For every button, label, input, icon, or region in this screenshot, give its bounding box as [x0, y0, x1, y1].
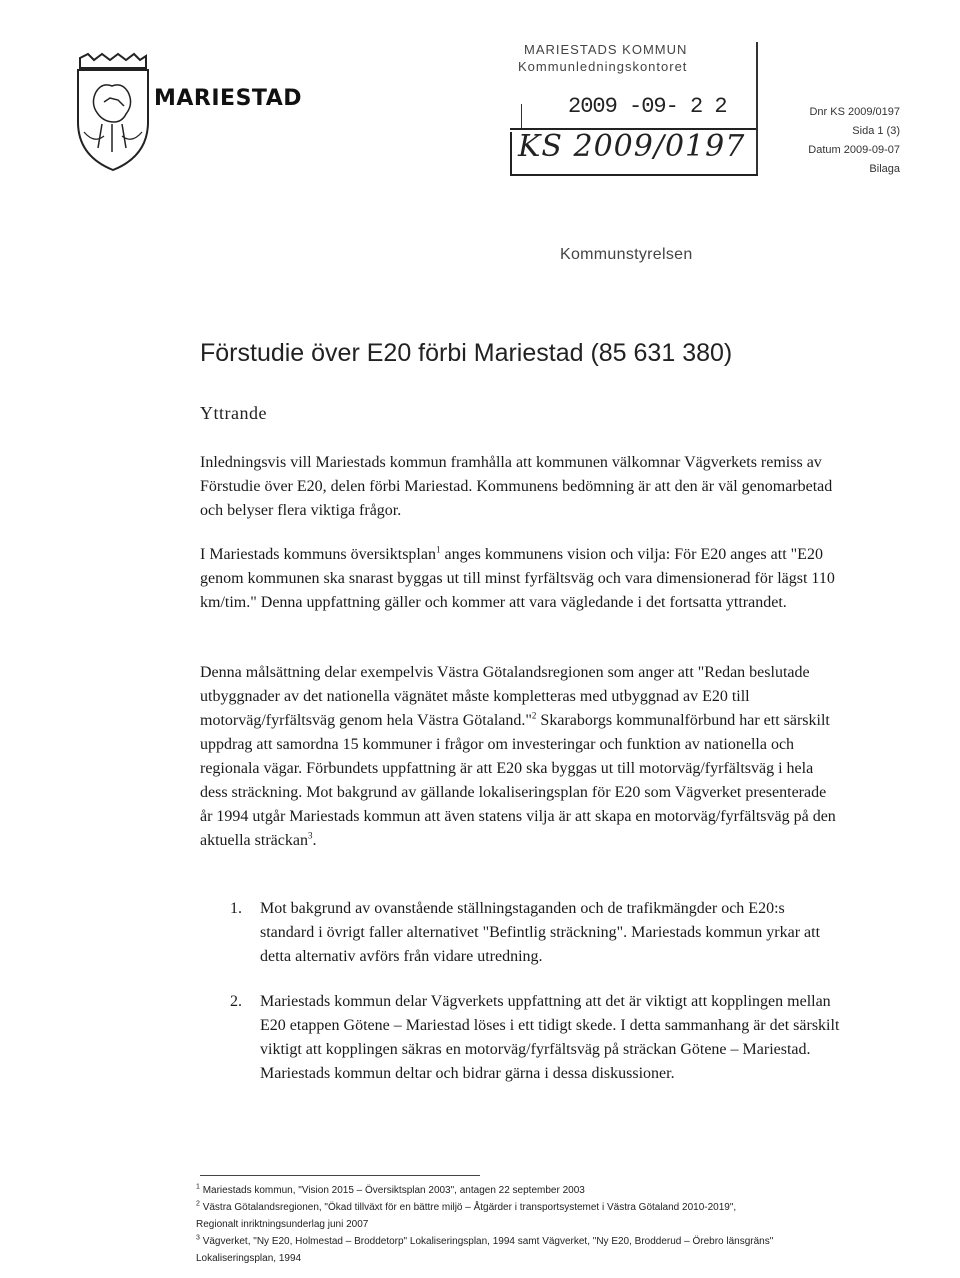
- footnote-mark: 2: [196, 1200, 200, 1208]
- meta-dnr: Dnr KS 2009/0197: [809, 106, 900, 118]
- footnote-ref-3: 3: [307, 830, 313, 841]
- footnote-mark: 1: [196, 1183, 200, 1191]
- meta-date: Datum 2009-09-07: [808, 144, 900, 156]
- footnote-ref-1: 1: [435, 544, 441, 555]
- list-item-number: 1.: [230, 900, 242, 917]
- stamp-rule-left: [510, 132, 512, 176]
- footnote-text: Lokaliseringsplan, 1994: [196, 1253, 302, 1264]
- received-stamp: [510, 42, 758, 176]
- list-item-number: 2.: [230, 993, 242, 1010]
- document-meta: [808, 103, 900, 179]
- section-heading: Yttrande: [200, 403, 267, 423]
- footnote-text: Vägverket, "Ny E20, Holmestad – Broddetorp" Lokaliseringsplan, 1994 samt Vägverket, "Ny E20, Brodderud – Örebro länsgräns": [202, 1236, 774, 1247]
- list-item-text: Mariestads kommun delar Vägverkets uppfattning att det är viktigt att kopplingen mellan E20 etappen Götene – Mariestad löses i ett tidigt skede. I detta sammanhang är det särskilt viktigt att kopplingen säkras en motorväg/fyrfältsväg på sträckan Götene – Mariestad. Mariestads kommun deltar och bidrar gärna i dessa diskussioner.: [260, 993, 840, 1082]
- paragraph-regional-c: .: [312, 832, 317, 849]
- paragraph-vision-b: anges kommunens vision och vilja: För E20 anges att "E20 genom kommunen ska snarast byggas ut till minst fyrfältsväg och vara dimensionerad för lägst 110 km/tim." Denna uppfattning gäller och kommer att vara vägledande i det fortsatta yttrandet.: [200, 546, 835, 611]
- footnote: [196, 1216, 896, 1233]
- footnote-text: Västra Götalandsregionen, "Ökad tillväxt för en bättre miljö – Åtgärder i transportsystemet i Västra Götaland 2010-2019",: [202, 1202, 737, 1213]
- footnote-ref-2: 2: [531, 710, 537, 721]
- paragraph-regional-b: Skaraborgs kommunalförbund har ett särskilt uppdrag att samordna 15 kommuner i frågor om investeringar och funktion av nationella och regionala vägar. Förbundets uppfattning är att E20 ska byggas ut till motorväg/fyrfältsväg i hela dess sträckning. Mot bakgrund av gällande lokaliseringsplan för E20 som Vägverket presenterade år 1994 utgår Mariestads kommun att även statens vilja är att skapa en motorväg/fyrfältsväg på den aktuella sträckan: [200, 712, 836, 849]
- meta-attachment: Bilaga: [869, 163, 900, 175]
- document-title: Förstudie över E20 förbi Mariestad (85 631 380): [200, 339, 733, 367]
- department: Kommunstyrelsen: [560, 246, 693, 263]
- footnote: [196, 1182, 896, 1199]
- stamp-divider: [521, 104, 522, 130]
- footnote: [196, 1199, 896, 1216]
- stamp-line2: Kommunledningskontoret: [518, 59, 688, 74]
- paragraph-regional-a: Denna målsättning delar exempelvis Västra Götalandsregionen som anger att "Redan beslutade utbyggnader av det nationella vägnätet måste kompletteras med utbyggnad av E20 till motorväg/fyrfältsväg genom hela Västra Götaland.": [200, 664, 810, 729]
- stamp-date: 2009 -09- 2 2: [568, 94, 727, 119]
- list-item-text: Mot bakgrund av ovanstående ställningstaganden och de trafikmängder och E20:s standard i övrigt faller alternativet "Befintlig sträckning". Mariestads kommun yrkar att detta alternativ avförs från vidare utredning.: [260, 900, 821, 965]
- coat-of-arms-icon: [74, 52, 152, 174]
- paragraph-regional: [200, 661, 840, 853]
- footnote: [196, 1250, 896, 1267]
- footnote: [196, 1233, 896, 1250]
- stamp-line1: MARIESTADS KOMMUN: [524, 42, 688, 57]
- footnote-text: Regionalt inriktningsunderlag juni 2007: [196, 1219, 369, 1230]
- stamp-rule-bottom: [510, 174, 758, 176]
- footnotes: [196, 1182, 896, 1267]
- stamp-registration: KS 2009/0197: [518, 129, 746, 164]
- paragraph-vision-a: I Mariestads kommuns översiktsplan: [200, 546, 436, 563]
- municipality-name: MARIESTAD: [154, 86, 303, 111]
- footnote-mark: 3: [196, 1234, 200, 1242]
- meta-page: Sida 1 (3): [852, 125, 900, 137]
- footnote-text: Mariestads kommun, "Vision 2015 – Översiktsplan 2003", antagen 22 september 2003: [202, 1185, 585, 1196]
- paragraph-vision: [200, 543, 840, 615]
- footnote-rule: [200, 1175, 480, 1176]
- paragraph-intro: Inledningsvis vill Mariestads kommun framhålla att kommunen välkomnar Vägverkets remiss av Förstudie över E20, delen förbi Mariestad. Kommunens bedömning är att den är väl genomarbetad och belyser flera viktiga frågor.: [200, 454, 833, 519]
- stamp-rule-right: [756, 42, 758, 176]
